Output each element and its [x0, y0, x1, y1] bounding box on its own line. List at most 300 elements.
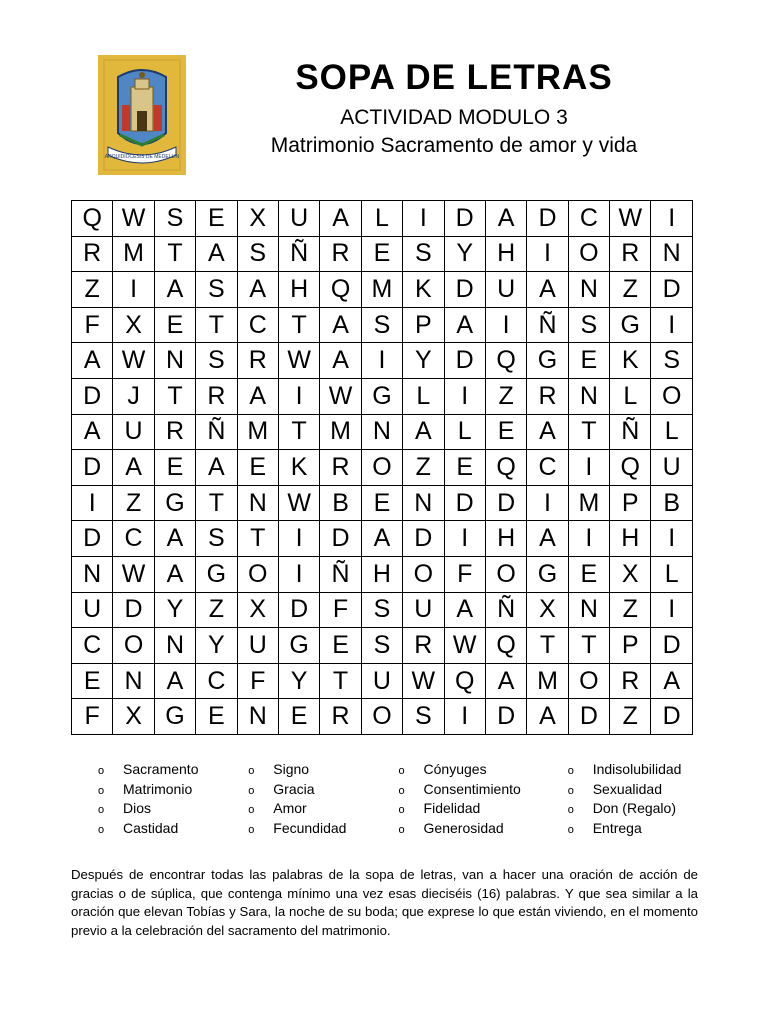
grid-cell: G — [196, 556, 237, 592]
grid-row — [72, 592, 693, 628]
grid-row — [72, 556, 693, 592]
grid-cell: H — [610, 521, 651, 557]
bullet-icon: o — [98, 823, 105, 836]
grid-cell: I — [444, 699, 485, 735]
bullet-icon: o — [567, 804, 574, 816]
grid-cell: E — [361, 236, 402, 272]
word-list-item — [568, 780, 718, 800]
grid-cell: O — [237, 556, 278, 592]
grid-cell: X — [113, 699, 154, 735]
grid-cell: A — [196, 236, 237, 272]
grid-cell: T — [320, 663, 361, 699]
grid-cell: S — [196, 343, 237, 379]
grid-cell: M — [320, 414, 361, 450]
grid-cell: T — [154, 236, 195, 272]
grid-cell: Ñ — [320, 556, 361, 592]
grid-cell: N — [237, 699, 278, 735]
grid-cell: I — [278, 556, 319, 592]
grid-cell: K — [610, 343, 651, 379]
grid-cell: W — [278, 485, 319, 521]
word-label: Matrimonio — [123, 780, 193, 797]
word-list-column — [399, 760, 568, 838]
grid-cell: R — [320, 699, 361, 735]
grid-cell: O — [361, 450, 402, 486]
grid-cell: Q — [72, 201, 113, 237]
bullet-icon: o — [398, 784, 405, 797]
grid-cell: Z — [196, 592, 237, 628]
grid-cell: U — [651, 450, 692, 486]
grid-cell: C — [237, 307, 278, 343]
grid-cell: X — [237, 201, 278, 237]
grid-cell: D — [444, 343, 485, 379]
grid-cell: R — [320, 450, 361, 486]
grid-cell: A — [154, 663, 195, 699]
grid-cell: I — [278, 521, 319, 557]
grid-cell: M — [113, 236, 154, 272]
grid-cell: S — [651, 343, 692, 379]
grid-cell: M — [361, 272, 402, 308]
grid-cell: D — [320, 521, 361, 557]
grid-cell: Z — [610, 272, 651, 308]
grid-cell: L — [651, 414, 692, 450]
word-list-item — [399, 780, 568, 800]
grid-cell: N — [403, 485, 444, 521]
grid-cell: W — [444, 628, 485, 664]
grid-cell: F — [237, 663, 278, 699]
grid-row — [72, 378, 693, 414]
grid-cell: W — [113, 201, 154, 237]
grid-cell: D — [72, 521, 113, 557]
grid-cell: D — [651, 628, 692, 664]
grid-cell: W — [278, 343, 319, 379]
grid-row — [72, 485, 693, 521]
grid-cell: D — [485, 699, 526, 735]
grid-cell: A — [154, 556, 195, 592]
word-search-grid — [71, 200, 693, 735]
grid-cell: N — [568, 592, 609, 628]
grid-cell: N — [237, 485, 278, 521]
grid-cell: A — [527, 521, 568, 557]
grid-cell: C — [196, 663, 237, 699]
grid-cell: I — [444, 378, 485, 414]
grid-cell: Y — [403, 343, 444, 379]
page-title: SOPA DE LETRAS — [295, 58, 613, 97]
grid-cell: S — [568, 307, 609, 343]
grid-cell: A — [237, 272, 278, 308]
grid-cell: I — [568, 521, 609, 557]
grid-cell: T — [154, 378, 195, 414]
grid-cell: E — [237, 450, 278, 486]
grid-cell: Ñ — [610, 414, 651, 450]
word-list-item — [399, 760, 568, 780]
grid-cell: R — [403, 628, 444, 664]
grid-cell: S — [361, 592, 402, 628]
grid-cell: O — [361, 699, 402, 735]
archdiocese-seal-icon — [98, 55, 186, 175]
grid-cell: I — [361, 343, 402, 379]
word-list-item — [98, 780, 248, 800]
grid-cell: R — [610, 663, 651, 699]
grid-cell: E — [320, 628, 361, 664]
grid-cell: U — [237, 628, 278, 664]
word-label: Generosidad — [423, 819, 504, 836]
grid-cell: H — [361, 556, 402, 592]
grid-cell: O — [485, 556, 526, 592]
grid-cell: F — [72, 307, 113, 343]
grid-cell: G — [527, 343, 568, 379]
grid-cell: T — [196, 485, 237, 521]
bullet-icon: o — [98, 784, 105, 797]
grid-cell: Z — [72, 272, 113, 308]
grid-row — [72, 628, 693, 664]
grid-cell: R — [154, 414, 195, 450]
grid-cell: A — [485, 201, 526, 237]
bullet-icon: o — [567, 765, 574, 777]
grid-cell: U — [361, 663, 402, 699]
word-label: Gracia — [273, 780, 315, 797]
grid-cell: E — [154, 307, 195, 343]
grid-cell: N — [72, 556, 113, 592]
grid-row — [72, 450, 693, 486]
word-label: Signo — [273, 761, 310, 777]
grid-cell: Z — [485, 378, 526, 414]
word-label: Don (Regalo) — [592, 800, 676, 816]
grid-cell: N — [154, 343, 195, 379]
grid-cell: N — [568, 272, 609, 308]
word-list-item — [248, 780, 398, 800]
word-list-item — [568, 819, 718, 839]
grid-cell: G — [154, 699, 195, 735]
grid-cell: I — [651, 307, 692, 343]
grid-cell: A — [444, 307, 485, 343]
grid-cell: Q — [485, 343, 526, 379]
bullet-icon: o — [248, 765, 255, 777]
grid-cell: O — [568, 236, 609, 272]
grid-cell: G — [278, 628, 319, 664]
grid-row — [72, 663, 693, 699]
grid-cell: N — [361, 414, 402, 450]
grid-cell: U — [113, 414, 154, 450]
grid-cell: O — [651, 378, 692, 414]
grid-cell: D — [113, 592, 154, 628]
grid-cell: W — [113, 556, 154, 592]
grid-cell: Q — [444, 663, 485, 699]
grid-cell: I — [403, 201, 444, 237]
grid-cell: P — [403, 307, 444, 343]
grid-cell: A — [485, 663, 526, 699]
grid-cell: G — [154, 485, 195, 521]
grid-cell: E — [196, 699, 237, 735]
grid-cell: A — [403, 414, 444, 450]
grid-cell: Y — [444, 236, 485, 272]
grid-cell: G — [610, 307, 651, 343]
grid-cell: N — [651, 236, 692, 272]
grid-cell: N — [568, 378, 609, 414]
grid-cell: A — [196, 450, 237, 486]
grid-row — [72, 201, 693, 237]
grid-cell: N — [154, 628, 195, 664]
grid-cell: Z — [610, 699, 651, 735]
grid-cell: S — [196, 521, 237, 557]
word-list — [98, 760, 718, 838]
grid-cell: E — [154, 450, 195, 486]
grid-cell: Y — [154, 592, 195, 628]
grid-cell: A — [320, 201, 361, 237]
word-label: Cónyuges — [423, 761, 487, 777]
grid-cell: A — [72, 414, 113, 450]
grid-cell: W — [320, 378, 361, 414]
grid-cell: G — [361, 378, 402, 414]
grid-row — [72, 414, 693, 450]
bullet-icon: o — [98, 804, 105, 816]
grid-cell: R — [196, 378, 237, 414]
bullet-icon: o — [248, 784, 255, 797]
grid-cell: F — [444, 556, 485, 592]
grid-cell: O — [403, 556, 444, 592]
grid-cell: J — [113, 378, 154, 414]
word-list-item — [98, 760, 248, 780]
word-label: Dios — [123, 800, 152, 816]
grid-cell: Y — [196, 628, 237, 664]
grid-cell: A — [237, 378, 278, 414]
grid-cell: L — [361, 201, 402, 237]
grid-cell: D — [403, 521, 444, 557]
grid-cell: H — [278, 272, 319, 308]
grid-cell: I — [485, 307, 526, 343]
grid-row — [72, 307, 693, 343]
grid-cell: D — [72, 378, 113, 414]
grid-cell: A — [361, 521, 402, 557]
grid-cell: I — [568, 450, 609, 486]
grid-cell: Q — [320, 272, 361, 308]
grid-cell: E — [444, 450, 485, 486]
grid-cell: C — [568, 201, 609, 237]
bullet-icon: o — [248, 823, 255, 836]
grid-cell: Z — [403, 450, 444, 486]
word-list-column — [568, 760, 718, 838]
grid-cell: Z — [113, 485, 154, 521]
grid-cell: E — [72, 663, 113, 699]
word-label: Castidad — [123, 819, 179, 836]
grid-cell: R — [527, 378, 568, 414]
grid-cell: I — [651, 521, 692, 557]
grid-cell: M — [527, 663, 568, 699]
word-label: Fecundidad — [273, 819, 347, 836]
grid-cell: P — [610, 485, 651, 521]
grid-cell: C — [113, 521, 154, 557]
grid-cell: A — [527, 699, 568, 735]
grid-cell: S — [403, 236, 444, 272]
grid-cell: E — [361, 485, 402, 521]
grid-cell: D — [278, 592, 319, 628]
grid-cell: Q — [485, 450, 526, 486]
word-label: Indisolubilidad — [592, 761, 682, 777]
grid-cell: W — [113, 343, 154, 379]
grid-cell: Q — [610, 450, 651, 486]
grid-cell: D — [444, 485, 485, 521]
grid-cell: Ñ — [196, 414, 237, 450]
grid-cell: A — [527, 272, 568, 308]
grid-cell: O — [113, 628, 154, 664]
grid-cell: F — [320, 592, 361, 628]
grid-cell: W — [610, 201, 651, 237]
grid-cell: A — [154, 272, 195, 308]
grid-row — [72, 272, 693, 308]
word-label: Sexualidad — [592, 780, 662, 797]
grid-cell: X — [113, 307, 154, 343]
word-list-item — [248, 799, 398, 819]
grid-cell: D — [444, 201, 485, 237]
grid-cell: P — [610, 628, 651, 664]
topic-subtitle: Matrimonio Sacramento de amor y vida — [270, 134, 638, 157]
grid-cell: I — [651, 592, 692, 628]
archdiocese-logo — [98, 55, 186, 175]
grid-cell: Ñ — [485, 592, 526, 628]
word-list-item — [399, 819, 568, 839]
grid-cell: U — [485, 272, 526, 308]
grid-cell: K — [278, 450, 319, 486]
grid-cell: B — [320, 485, 361, 521]
grid-cell: X — [237, 592, 278, 628]
grid-cell: L — [651, 556, 692, 592]
grid-cell: D — [651, 699, 692, 735]
grid-cell: K — [403, 272, 444, 308]
grid-cell: C — [72, 628, 113, 664]
grid-row — [72, 521, 693, 557]
grid-cell: D — [568, 699, 609, 735]
grid-cell: Y — [278, 663, 319, 699]
word-list-item — [399, 799, 568, 819]
word-label: Sacramento — [123, 761, 199, 777]
word-list-item — [248, 760, 398, 780]
grid-cell: U — [403, 592, 444, 628]
grid-cell: E — [278, 699, 319, 735]
grid-cell: D — [485, 485, 526, 521]
grid-row — [72, 699, 693, 735]
grid-cell: T — [196, 307, 237, 343]
grid-cell: R — [610, 236, 651, 272]
grid-cell: T — [278, 414, 319, 450]
grid-cell: S — [361, 628, 402, 664]
grid-cell: L — [610, 378, 651, 414]
grid-cell: B — [651, 485, 692, 521]
grid-cell: N — [113, 663, 154, 699]
grid-cell: S — [361, 307, 402, 343]
grid-cell: A — [651, 663, 692, 699]
grid-cell: U — [278, 201, 319, 237]
grid-cell: I — [444, 521, 485, 557]
grid-cell: A — [154, 521, 195, 557]
grid-cell: T — [568, 628, 609, 664]
grid-cell: T — [568, 414, 609, 450]
activity-subtitle: ACTIVIDAD MODULO 3 — [340, 106, 568, 129]
grid-cell: I — [527, 485, 568, 521]
grid-cell: I — [527, 236, 568, 272]
grid-cell: O — [568, 663, 609, 699]
grid-cell: I — [278, 378, 319, 414]
grid-cell: R — [320, 236, 361, 272]
grid-cell: X — [610, 556, 651, 592]
svg-text:ARQUIDIOCESIS DE MEDELLIN: ARQUIDIOCESIS DE MEDELLIN — [104, 154, 180, 160]
grid-cell: E — [568, 343, 609, 379]
grid-cell: I — [72, 485, 113, 521]
grid-cell: A — [113, 450, 154, 486]
grid-cell: F — [72, 699, 113, 735]
word-list-column — [248, 760, 398, 838]
grid-cell: C — [527, 450, 568, 486]
grid-cell: X — [527, 592, 568, 628]
bullet-icon: o — [248, 804, 255, 816]
grid-cell: Ñ — [527, 307, 568, 343]
grid-cell: A — [444, 592, 485, 628]
word-list-item — [568, 799, 718, 819]
grid-cell: E — [568, 556, 609, 592]
grid-cell: M — [568, 485, 609, 521]
grid-cell: T — [278, 307, 319, 343]
grid-cell: D — [527, 201, 568, 237]
grid-cell: I — [113, 272, 154, 308]
grid-cell: H — [485, 521, 526, 557]
grid-cell: E — [196, 201, 237, 237]
grid-cell: A — [320, 343, 361, 379]
grid-cell: I — [651, 201, 692, 237]
grid-cell: A — [320, 307, 361, 343]
bullet-icon: o — [98, 765, 105, 777]
word-list-item — [98, 819, 248, 839]
grid-cell: D — [72, 450, 113, 486]
word-list-item — [248, 819, 398, 839]
grid-cell: G — [527, 556, 568, 592]
bullet-icon: o — [398, 804, 405, 816]
word-label: Entrega — [592, 819, 642, 836]
grid-row — [72, 343, 693, 379]
grid-cell: R — [72, 236, 113, 272]
grid-cell: A — [527, 414, 568, 450]
grid-cell: W — [403, 663, 444, 699]
grid-cell: A — [72, 343, 113, 379]
grid-cell: S — [237, 236, 278, 272]
grid-cell: R — [237, 343, 278, 379]
grid-cell: M — [237, 414, 278, 450]
grid-cell: L — [403, 378, 444, 414]
grid-row — [72, 236, 693, 272]
grid-cell: U — [72, 592, 113, 628]
word-label: Amor — [273, 800, 307, 816]
bullet-icon: o — [567, 823, 574, 836]
grid-cell: T — [527, 628, 568, 664]
word-list-item — [98, 799, 248, 819]
grid-cell: H — [485, 236, 526, 272]
grid-cell: Ñ — [278, 236, 319, 272]
grid-cell: Z — [610, 592, 651, 628]
grid-cell: T — [237, 521, 278, 557]
grid-cell: D — [444, 272, 485, 308]
word-label: Fidelidad — [423, 800, 481, 816]
grid-cell: S — [154, 201, 195, 237]
word-label: Consentimiento — [423, 780, 521, 797]
word-list-column — [98, 760, 248, 838]
bullet-icon: o — [398, 823, 405, 836]
grid-cell: E — [485, 414, 526, 450]
grid-cell: S — [403, 699, 444, 735]
grid-cell: S — [196, 272, 237, 308]
bullet-icon: o — [398, 765, 405, 777]
grid-cell: L — [444, 414, 485, 450]
grid-cell: D — [651, 272, 692, 308]
bullet-icon: o — [567, 784, 574, 797]
word-list-item — [568, 760, 718, 780]
grid-cell: Q — [485, 628, 526, 664]
